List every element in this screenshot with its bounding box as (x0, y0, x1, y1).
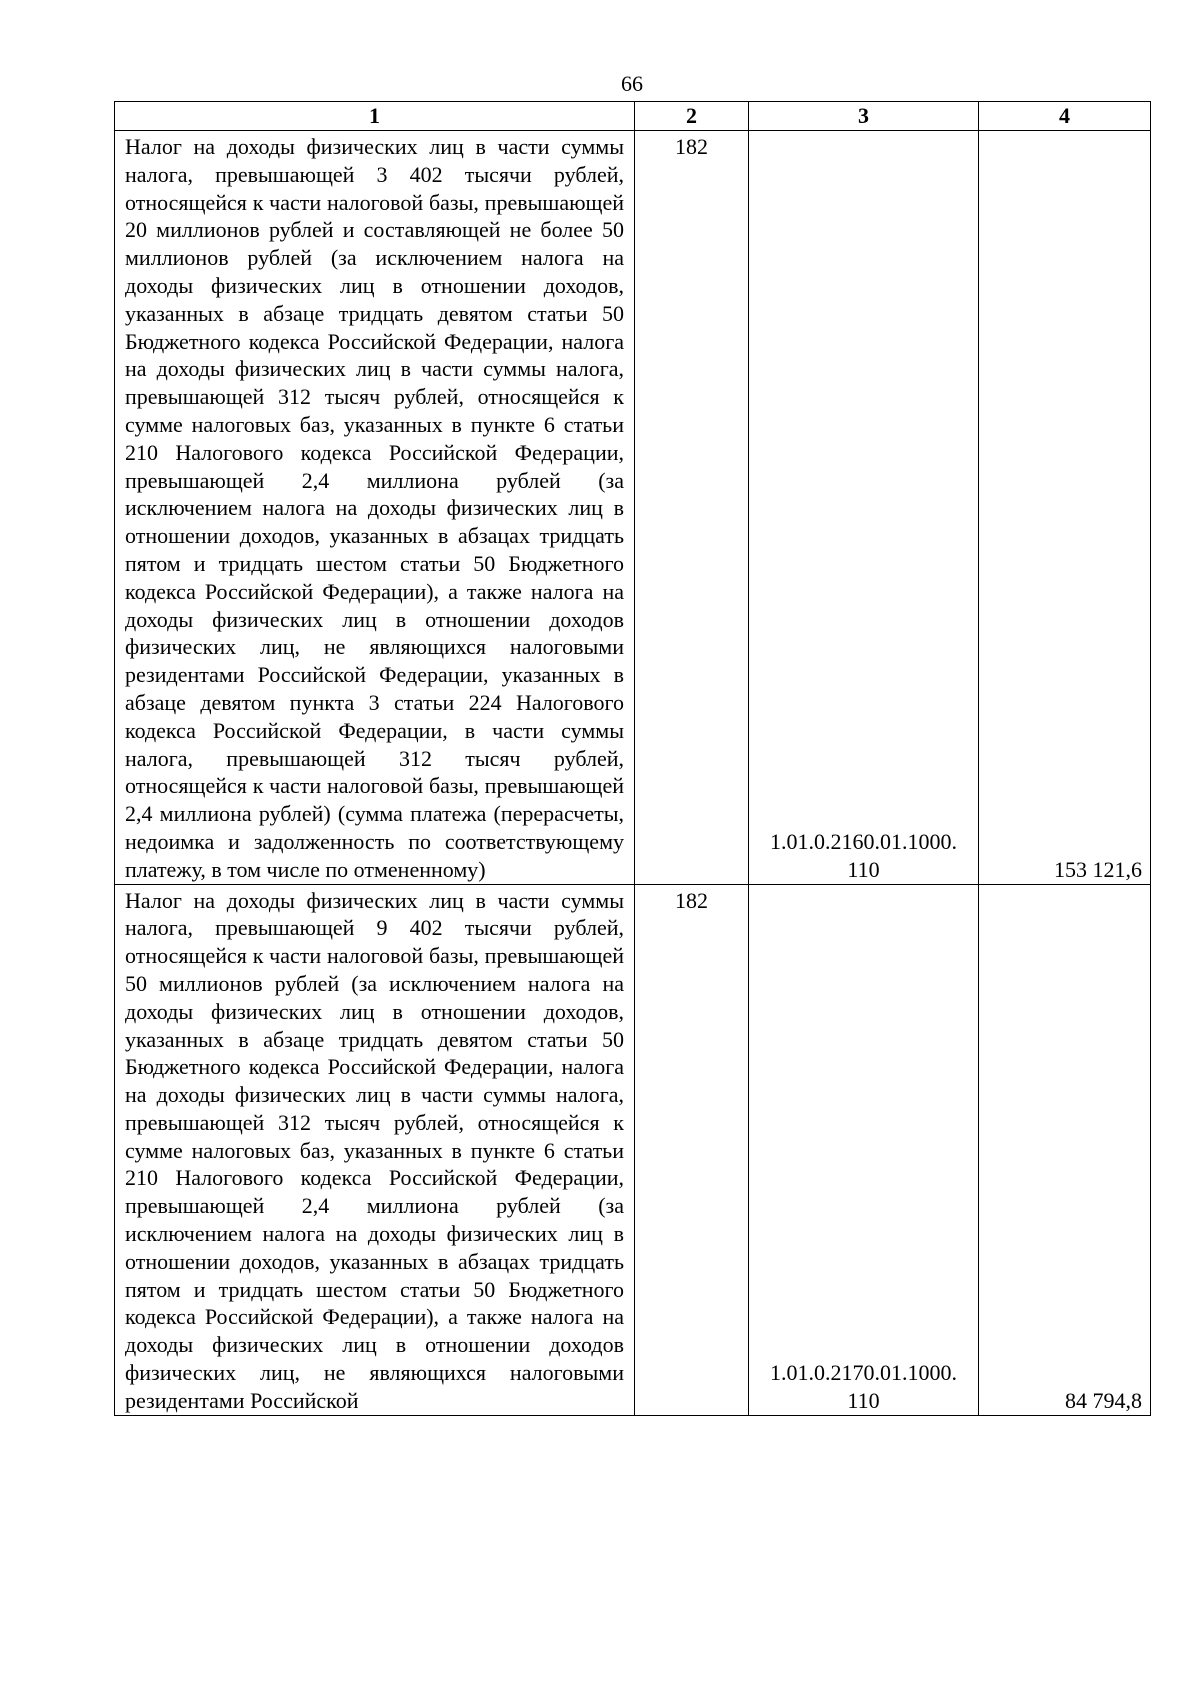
table-header-row (115, 102, 1151, 131)
kbk-code-suffix: 110 (847, 856, 880, 882)
column-header-2: 2 (635, 102, 749, 131)
revenue-description: Налог на доходы физических лиц в части суммы налога, превышающей 3 402 тысячи рублей, относящейся к части налоговой базы, превышающей 20 миллионов рублей и составляющей не более 50 миллионов рублей (за исключением налога на доходы физических лиц в отношении доходов, указанных в абзаце тридцать девятом статьи 50 Бюджетного кодекса Российской Федерации, налога на доходы физических лиц в части суммы налога, превышающей 312 тысяч рублей, относящейся к сумме налоговых баз, указанных в пункте 6 статьи 210 Налогового кодекса Российской Федерации, превышающей 2,4 миллиона рублей (за исключением налога на доходы физических лиц в отношении доходов, указанных в абзацах тридцать пятом и тридцать шестом статьи 50 Бюджетного кодекса Российской Федерации), а также налога на доходы физических лиц в отношении доходов физических лиц, не являющихся налоговыми резидентами Российской Федерации, указанных в абзаце девятом пункта 3 статьи 224 Налогового кодекса Российской Федерации, в части суммы налога, превышающей 312 тысяч рублей, относящейся к части налоговой базы, превышающей 2,4 миллиона рублей) (сумма платежа (перерасчеты, недоимка и задолженность по соответствующему платежу, в том числе по отмененному) (115, 131, 635, 885)
amount: 84 794,8 (979, 884, 1151, 1415)
budget-revenue-table (114, 101, 1151, 1416)
table-row (115, 131, 1151, 885)
column-header-4: 4 (979, 102, 1151, 131)
amount: 153 121,6 (979, 131, 1151, 885)
column-header-3: 3 (749, 102, 979, 131)
table-row (115, 884, 1151, 1415)
column-header-1: 1 (115, 102, 635, 131)
admin-code: 182 (635, 884, 749, 1415)
kbk-code-line: 1.01.0.2170.01.1000. (770, 1360, 957, 1386)
page-number: 66 (621, 71, 643, 96)
admin-code: 182 (635, 131, 749, 885)
budget-classification-code (749, 884, 979, 1415)
kbk-code-suffix: 110 (847, 1387, 880, 1413)
revenue-description: Налог на доходы физических лиц в части суммы налога, превышающей 9 402 тысячи рублей, относящейся к части налоговой базы, превышающей 50 миллионов рублей (за исключением налога на доходы физических лиц в отношении доходов, указанных в абзаце тридцать девятом статьи 50 Бюджетного кодекса Российской Федерации, налога на доходы физических лиц в части суммы налога, превышающей 312 тысяч рублей, относящейся к сумме налоговых баз, указанных в пункте 6 статьи 210 Налогового кодекса Российской Федерации, превышающей 2,4 миллиона рублей (за исключением налога на доходы физических лиц в отношении доходов, указанных в абзацах тридцать пятом и тридцать шестом статьи 50 Бюджетного кодекса Российской Федерации), а также налога на доходы физических лиц в отношении доходов физических лиц, не являющихся налоговыми резидентами Российской (115, 884, 635, 1415)
kbk-code-line: 1.01.0.2160.01.1000. (770, 828, 957, 854)
budget-classification-code (749, 131, 979, 885)
